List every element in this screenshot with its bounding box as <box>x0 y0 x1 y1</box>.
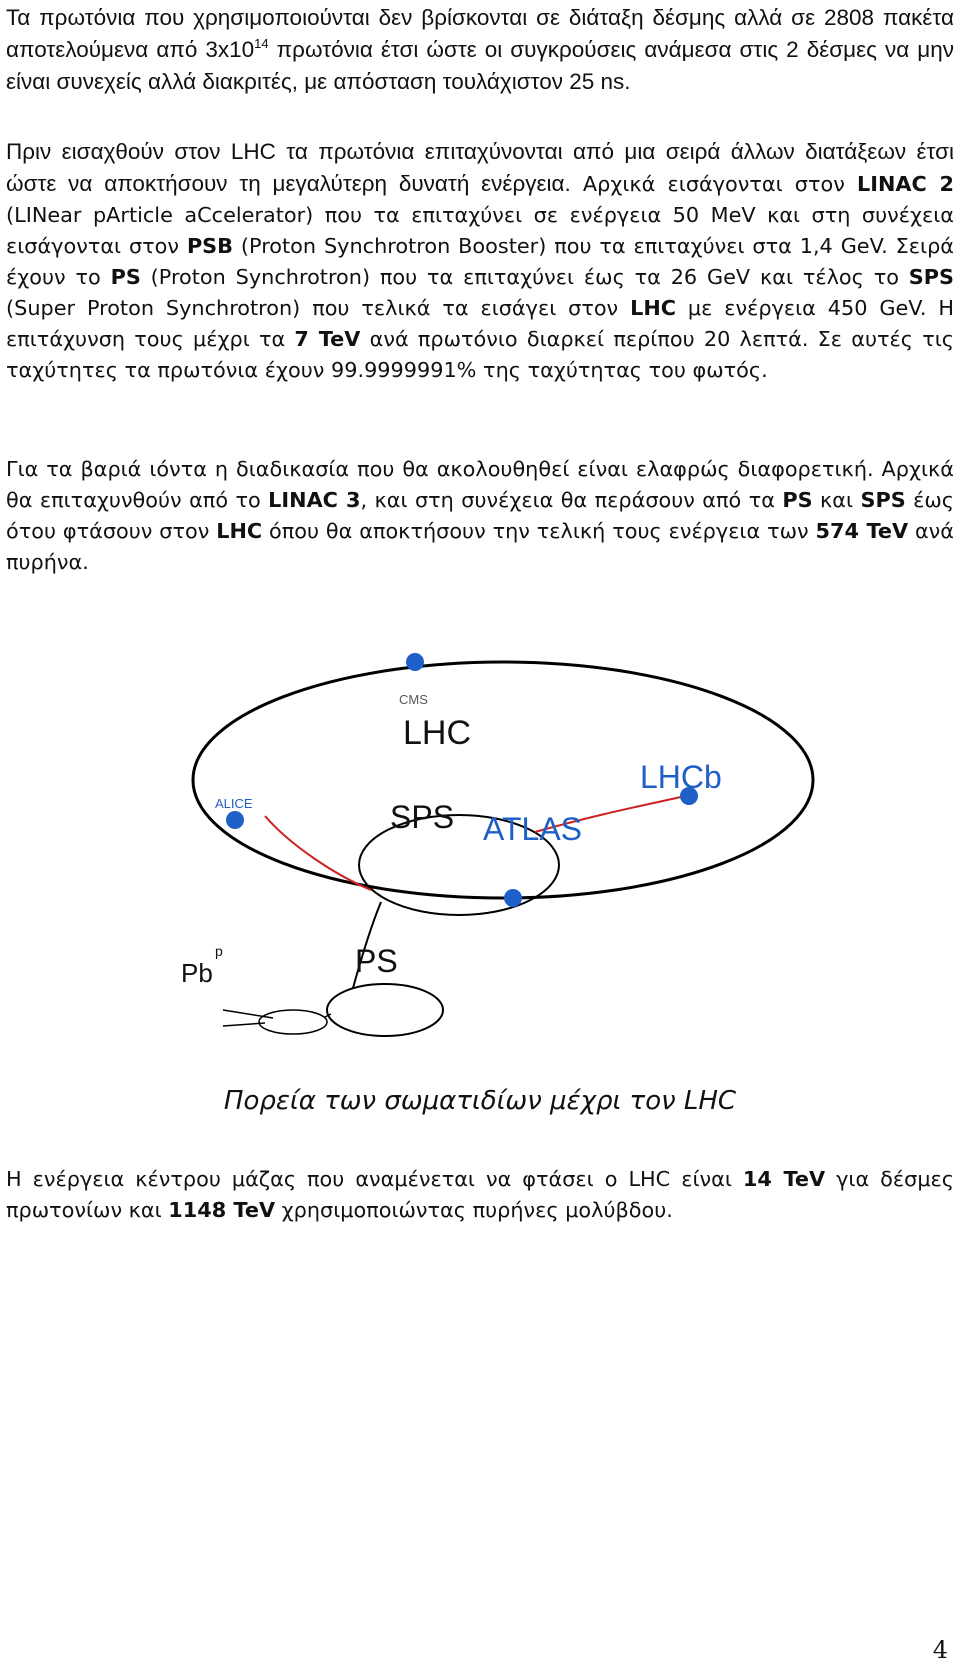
injection-line-pb <box>223 1023 265 1026</box>
cms-marker <box>406 653 424 671</box>
superscript: 14 <box>254 36 269 51</box>
sps-label: SPS <box>390 799 455 835</box>
page-number: 4 <box>932 1636 948 1664</box>
text: ανά πυρήνα. <box>6 519 954 574</box>
bold-term: PS <box>782 488 813 512</box>
text: με ενέργεια 450 GeV. Η επιτάχυνση τους μέχρι τα <box>6 296 954 351</box>
text: πρωτόνια έτσι ώστε οι συγκρούσεις ανάμεσα στις 2 δέσμες να μην είναι συνεχείς αλλά διακριτές, με απόσταση τουλάχιστον 25 ns. <box>6 37 954 94</box>
text: χρησιμοποιώντας πυρήνες μολύβδου. <box>275 1198 673 1222</box>
paragraph-acceleration-chain <box>6 136 954 386</box>
bold-term: LHC <box>630 296 677 320</box>
atlas-label: ATLAS <box>483 811 582 847</box>
bold-term: 574 TeV <box>815 519 909 543</box>
text: έως ότου φτάσουν στον <box>6 488 954 543</box>
atlas-marker <box>504 889 522 907</box>
text: (Proton Synchrotron Booster) που τα επιταχύνει στα 1,4 GeV. Σειρά έχουν το <box>6 234 954 289</box>
lhcb-label: LHCb <box>640 759 722 795</box>
bold-term: SPS <box>860 488 906 512</box>
text: όπου θα αποκτήσουν την τελική τους ενέργεια των <box>262 519 816 543</box>
bold-term: PSB <box>186 234 234 258</box>
injection-line-p <box>223 1010 273 1018</box>
paragraph-center-of-mass-energy <box>6 1164 954 1226</box>
text: Τα πρωτόνια που χρησιμοποιούνται δεν βρίσκονται σε διάταξη δέσμης αλλά σε 2808 πακέτα αποτελούμενα από 3x10 <box>6 5 954 62</box>
bold-term: 1148 TeV <box>168 1198 276 1222</box>
alice-label: ALICE <box>215 796 253 811</box>
text: , και στη συνέχεια θα περάσουν από τα <box>360 488 783 512</box>
text: Η ενέργεια κέντρου μάζας που αναμένεται να φτάσει ο LHC είναι <box>6 1167 743 1191</box>
text: για δέσμες πρωτονίων και <box>6 1167 954 1222</box>
bold-term: 7 TeV <box>294 327 361 351</box>
figure-caption: Πορεία των σωματιδίων μέχρι τον LHC <box>223 1086 737 1116</box>
text: (LINear pArticle aCcelerator) που τα επιταχύνει σε ενέργεια 50 MeV και στη συνέχεια εισάγονται στον <box>6 203 954 258</box>
text: Πριν εισαχθούν στον LHC τα πρωτόνια επιταχύνονται από μια σειρά άλλων διατάξεων έτσι ώστε να αποκτήσουν τη μεγαλύτερη δυνατή ενέργεια. <box>6 139 954 196</box>
ps-label: PS <box>355 943 398 979</box>
bold-term: LINAC 3 <box>268 488 361 512</box>
lhc-label: LHC <box>403 714 472 752</box>
sps-to-lhc-line-left <box>265 816 371 890</box>
bold-term: 14 TeV <box>742 1167 826 1191</box>
bold-term: SPS <box>908 265 954 289</box>
ps-ring <box>327 984 443 1036</box>
p-label: p <box>215 943 223 959</box>
paragraph-heavy-ions <box>6 454 954 578</box>
paragraph-proton-bunches <box>6 2 954 98</box>
cms-label: CMS <box>399 692 428 707</box>
alice-marker <box>226 811 244 829</box>
accelerator-complex-diagram <box>175 640 815 1060</box>
booster-ring <box>259 1010 327 1034</box>
text: Για τα βαριά ιόντα η διαδικασία που θα ακολουθηθεί είναι ελαφρώς διαφορετική. Αρχικά θα επιταχυνθούν από το <box>6 457 954 512</box>
bold-term: LHC <box>216 519 263 543</box>
text: ανά πρωτόνιο διαρκεί περίπου 20 λεπτά. Σε αυτές τις ταχύτητες τα πρωτόνια έχουν 99.9999991% της ταχύτητας του φωτός. <box>6 327 954 382</box>
bold-term: LINAC 2 <box>856 172 954 196</box>
pb-label: Pb <box>181 958 213 988</box>
text: και <box>812 488 861 512</box>
text: Αρχικά εισάγονται στον <box>570 172 857 196</box>
text: (Proton Synchrotron) που τα επιταχύνει έως τα 26 GeV και τέλος το <box>140 265 909 289</box>
bold-term: PS <box>110 265 141 289</box>
text: (Super Proton Synchrotron) που τελικά τα εισάγει στον <box>6 296 631 320</box>
